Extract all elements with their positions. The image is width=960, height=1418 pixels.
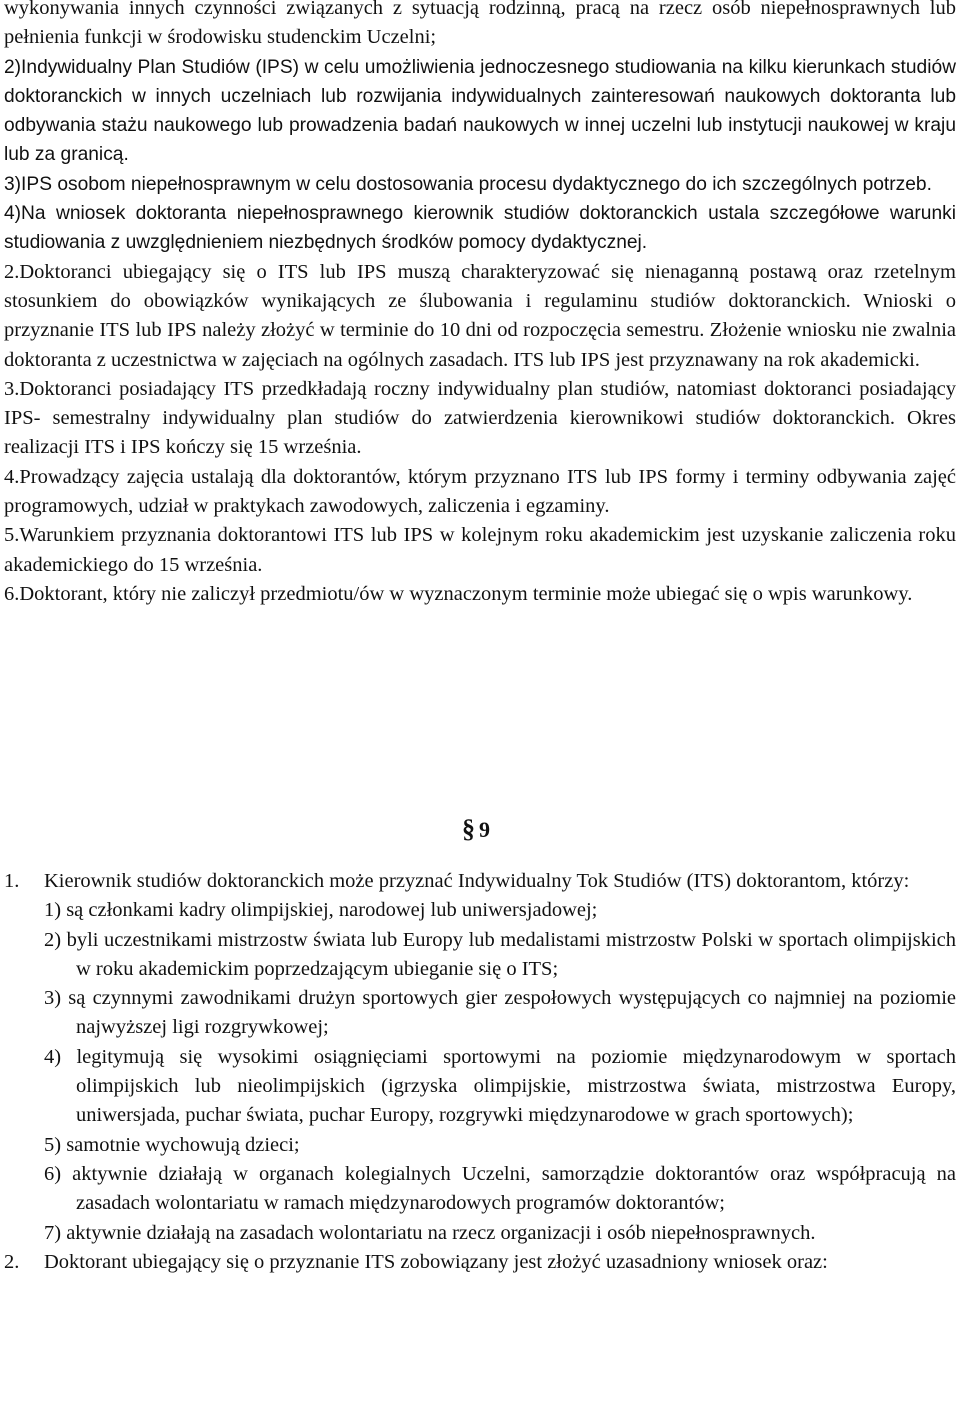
sub-item-4 [44,1043,956,1131]
sub-item-text: 1) są członkami kadry olimpijskiej, narodowej lub uniwersjadowej; [44,899,598,922]
sub-item-text: 5) samotnie wychowują dzieci; [44,1133,300,1156]
sub-item-text: 4) legitymują się wysokimi osiągnięciami sportowymi na poziomie międzynarodowym w sportach olimpijskich lub nieolimpijskich (igrzyska olimpijskie, mistrzostwa świata, mistrzostwa Europy, uniwersjada, puchar świata, puchar Europy, rozgrywki międzynarodowe w grach sportowych); [44,1045,957,1127]
sub-item-3 [44,984,956,1043]
list-item-text: Kierownik studiów doktoranckich może przyznać Indywidualny Tok Studiów (ITS) doktorantom, którzy: [44,870,910,892]
list-item-2 [4,1248,956,1277]
paragraph-section-4: 4.Prowadzący zajęcia ustalają dla doktorantów, którym przyznano ITS lub IPS formy i terminy odbywania zajęć programowych, udział w praktykach zawodowych, zaliczenia i egzaminy. [4,465,956,518]
sub-item-text: 2) byli uczestnikami mistrzostw świata lub Europy lub medalistami mistrzostw Polski w sportach olimpijskich w roku akademickim poprzedzającym ubieganie się o ITS; [44,928,956,980]
sub-item-5 [44,1131,956,1160]
paragraph-point-3-ips-disabled: 3)IPS osobom niepełnosprawnym w celu dostosowania procesu dydaktycznego do ich szczególnych potrzeb. [4,173,932,195]
sub-item-6 [44,1160,956,1219]
paragraph-continuation: wykonywania innych czynności związanych z sytuacją rodzinną, pracą na rzecz osób niepełnosprawnych lub pełnienia funkcji w środowisku studenckim Uczelni; [4,0,956,49]
paragraph-point-4-disabled-conditions: 4)Na wniosek doktoranta niepełnosprawnego kierownik studiów doktoranckich ustala szczegółowe warunki studiowania z uwzględnieniem niezbędnych środków pomocy dydaktycznej. [4,203,956,254]
section-heading [462,812,490,847]
sub-item-2 [44,926,956,985]
sub-item-number: 5) [44,1133,62,1156]
list-item-number: 2. [4,1250,20,1273]
sub-item-1 [44,896,956,925]
sub-item-number: 3) [44,987,62,1010]
paragraph-section-3: 3.Doktoranci posiadający ITS przedkładają roczny indywidualny plan studiów, natomiast doktoranci posiadający IPS- semestralny indywidualny plan studiów do zatwierdzenia kierownikowi studiów doktoranckich. Okres realizacji ITS i IPS kończy się 15 września. [4,377,956,459]
sub-item-text: 3) są czynnymi zawodnikami drużyn sportowych gier zespołowych występujących co najmniej na poziomie najwyższej ligi rozgrywkowej; [44,987,957,1039]
list-item-1 [4,867,956,896]
paragraph-section-5: 5.Warunkiem przyznania doktorantowi ITS lub IPS w kolejnym roku akademickim jest uzyskanie zaliczenia roku akademickiego do 15 września. [4,524,956,576]
sub-item-7 [44,1219,956,1248]
sub-item-number: 4) [44,1045,62,1068]
sub-item-text: 6) aktywnie działają w organach kolegialnych Uczelni, samorządzie doktorantów oraz współpracują na zasadach wolontariatu w ramach międzynarodowych programów doktorantów; [44,1162,957,1215]
section-number: 9 [479,817,490,842]
sub-item-number: 6) [44,1162,62,1185]
numbered-list [4,867,956,1277]
sub-item-number: 2) [44,928,62,951]
paragraph-section-2: 2.Doktoranci ubiegający się o ITS lub IPS muszą charakteryzować się nienaganną postawą oraz rzetelnym stosunkiem do obowiązków wynikających ze ślubowania i regulaminu studiów doktoranckich. Wnioski o przyznanie ITS lub IPS należy złożyć w terminie do 10 dni od rozpoczęcia semestru. Złożenie wniosku nie zwalnia doktoranta z uczestnictwa w zajęciach na ogólnych zasadach. ITS lub IPS jest przyznawany na rok akademicki. [4,260,956,371]
sub-item-number: 1) [44,899,62,922]
sub-item-number: 7) [44,1221,62,1244]
section-symbol: § [462,814,475,843]
list-item-text: Doktorant ubiegający się o przyznanie ITS zobowiązany jest złożyć uzasadniony wniosek oraz: [44,1250,828,1273]
paragraph-section-6: 6.Doktorant, który nie zaliczył przedmiotu/ów w wyznaczonym terminie może ubiegać się o wpis warunkowy. [4,582,913,605]
paragraph-point-2-ips: 2)Indywidualny Plan Studiów (IPS) w celu umożliwienia jednoczesnego studiowania na kilku kierunkach studiów doktoranckich w innych uczelniach lub rozwijania indywidualnych zainteresowań naukowych doktoranta lub odbywania stażu naukowego lub prowadzenia badań naukowych w innej uczelni lub instytucji naukowej w kraju lub za granicą. [4,56,956,166]
sub-item-text: 7) aktywnie działają na zasadach wolontariatu na rzecz organizacji i osób niepełnosprawnych. [44,1221,816,1244]
list-item-number: 1. [4,870,20,892]
